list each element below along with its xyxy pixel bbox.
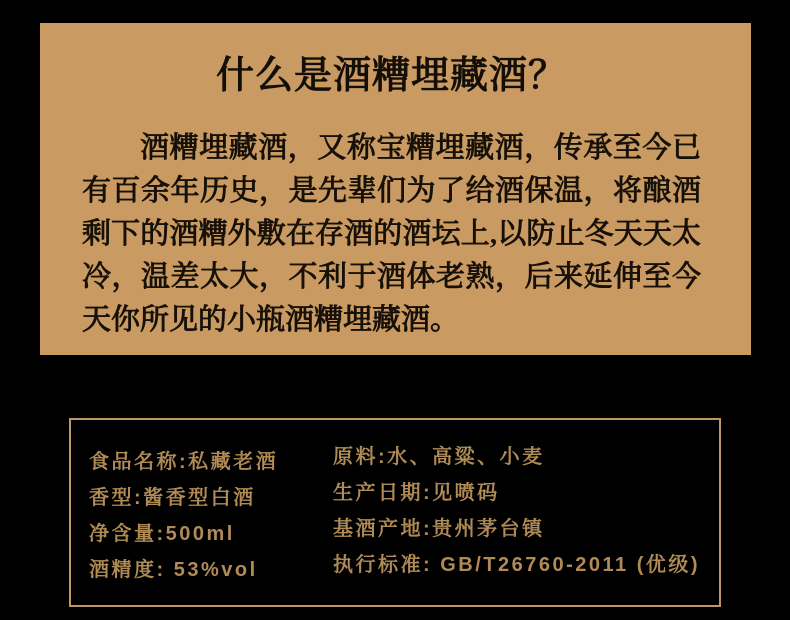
spec-row-base-liquor-origin: 基酒产地:贵州茅台镇: [333, 518, 545, 540]
paragraph-line-1: 酒糟埋藏酒，又称宝糟埋藏酒，传承至今已: [140, 132, 701, 164]
spec-row-executive-standard: 执行标准: GB/T26760-2011 (优级): [333, 554, 701, 576]
intro-paragraph: [82, 127, 701, 342]
paragraph-line-3: 剩下的酒糟外敷在存酒的酒坛上,以防止冬天天太: [82, 218, 701, 250]
spec-row-alcohol-content: 酒精度: 53%vol: [89, 559, 258, 581]
spec-row-production-date: 生产日期:见喷码: [333, 482, 500, 504]
spec-column-right: [333, 439, 700, 583]
spec-row-food-name: 食品名称:私藏老酒: [89, 451, 279, 473]
intro-panel: [40, 23, 751, 355]
spec-row-ingredients: 原料:水、高粱、小麦: [333, 446, 545, 468]
spec-row-net-content: 净含量:500ml: [89, 523, 235, 545]
paragraph-line-4: 冷，温差太大，不利于酒体老熟，后来延伸至今: [82, 261, 701, 293]
spec-panel: [69, 418, 721, 607]
paragraph-line-2: 有百余年历史，是先辈们为了给酒保温，将酿酒: [82, 175, 701, 207]
intro-title: 什么是酒糟埋藏酒？: [215, 55, 567, 97]
spec-row-aroma-type: 香型:酱香型白酒: [89, 487, 256, 509]
paragraph-line-5: 天你所见的小瓶酒糟埋藏酒。: [82, 304, 460, 336]
spec-column-left: [89, 444, 278, 588]
